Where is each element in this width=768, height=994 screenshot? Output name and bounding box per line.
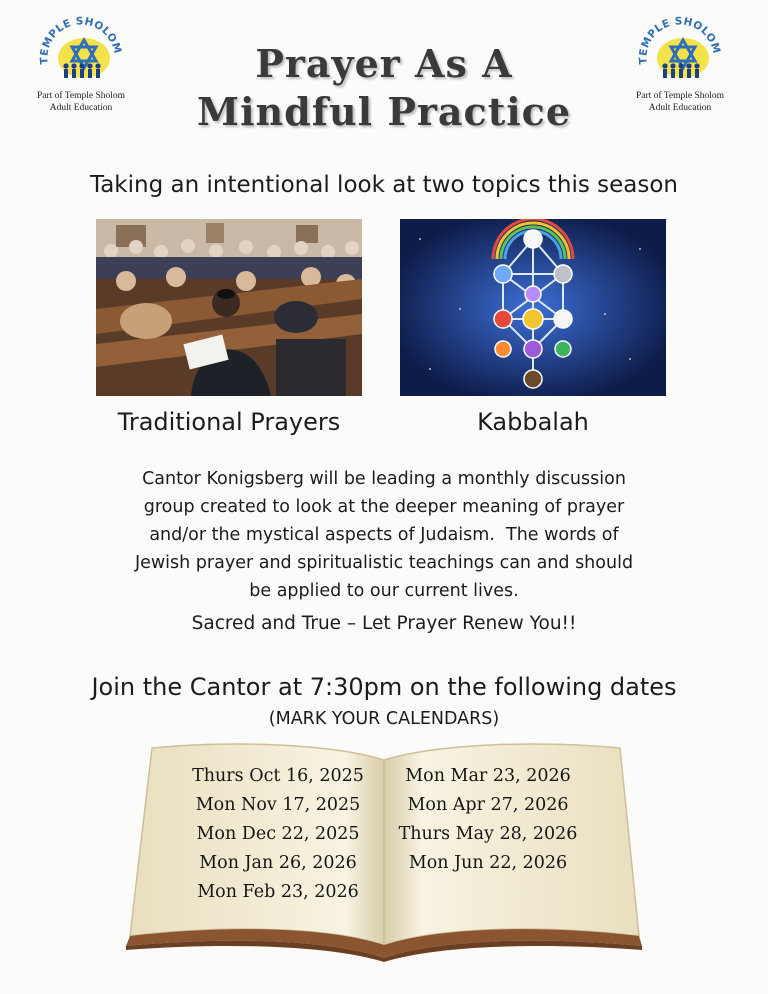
subtitle: Taking an intentional look at two topics this season [89, 172, 679, 198]
description-line: be applied to our current lives. [249, 581, 519, 601]
svg-text:TEMPLE SHOLOM: TEMPLE SHOLOM [637, 15, 723, 65]
date-item: Mon Dec 22, 2025 [196, 824, 360, 844]
temple-sholom-logo-left [16, 12, 146, 122]
date-item: Mon Jan 26, 2026 [199, 853, 357, 873]
temple-sholom-logo-right [615, 12, 745, 122]
date-item: Mon Apr 27, 2026 [407, 795, 569, 815]
title-line-2: Mindful Practice [197, 89, 571, 134]
description-line: Jewish prayer and spiritualistic teachings can and should [134, 553, 634, 573]
logo-caption [16, 90, 146, 114]
svg-text:TEMPLE SHOLOM: TEMPLE SHOLOM [38, 15, 124, 65]
date-item: Thurs May 28, 2026 [398, 824, 578, 844]
logo-caption-line-1: Part of Temple Sholom [36, 91, 126, 101]
star-of-david-icon [625, 12, 735, 90]
description-line: Cantor Konigsberg will be leading a monthly discussion [142, 469, 626, 489]
date-item: Mon Jun 22, 2026 [408, 853, 568, 873]
title-line-1: Prayer As A [255, 41, 513, 86]
logo-caption-line-2: Adult Education [648, 103, 712, 113]
date-item: Mon Feb 23, 2026 [197, 882, 359, 902]
tagline: Sacred and True – Let Prayer Renew You!! [191, 613, 577, 634]
join-heading: Join the Cantor at 7:30pm on the following dates [91, 673, 677, 701]
logo-caption-line-2: Adult Education [49, 103, 113, 113]
tree-of-life-kabbalah-image [400, 219, 666, 396]
date-item: Mon Mar 23, 2026 [405, 766, 571, 786]
date-item: Thurs Oct 16, 2025 [192, 766, 364, 786]
mark-calendars-note: (MARK YOUR CALENDARS) [268, 709, 500, 729]
topic-label-kabbalah: Kabbalah [477, 408, 589, 436]
star-of-david-icon [26, 12, 136, 90]
description [90, 465, 678, 605]
congregation-praying-photo [96, 219, 362, 396]
topic-label-traditional-prayers: Traditional Prayers [117, 408, 341, 436]
dates-column-left [180, 762, 376, 907]
dates-column-right [388, 762, 588, 878]
logo-caption [615, 90, 745, 114]
date-item: Mon Nov 17, 2025 [195, 795, 361, 815]
description-line: group created to look at the deeper meaning of prayer [143, 497, 625, 517]
description-line: and/or the mystical aspects of Judaism. The words of [149, 525, 619, 545]
logo-caption-line-1: Part of Temple Sholom [635, 91, 725, 101]
page-title [150, 40, 618, 136]
